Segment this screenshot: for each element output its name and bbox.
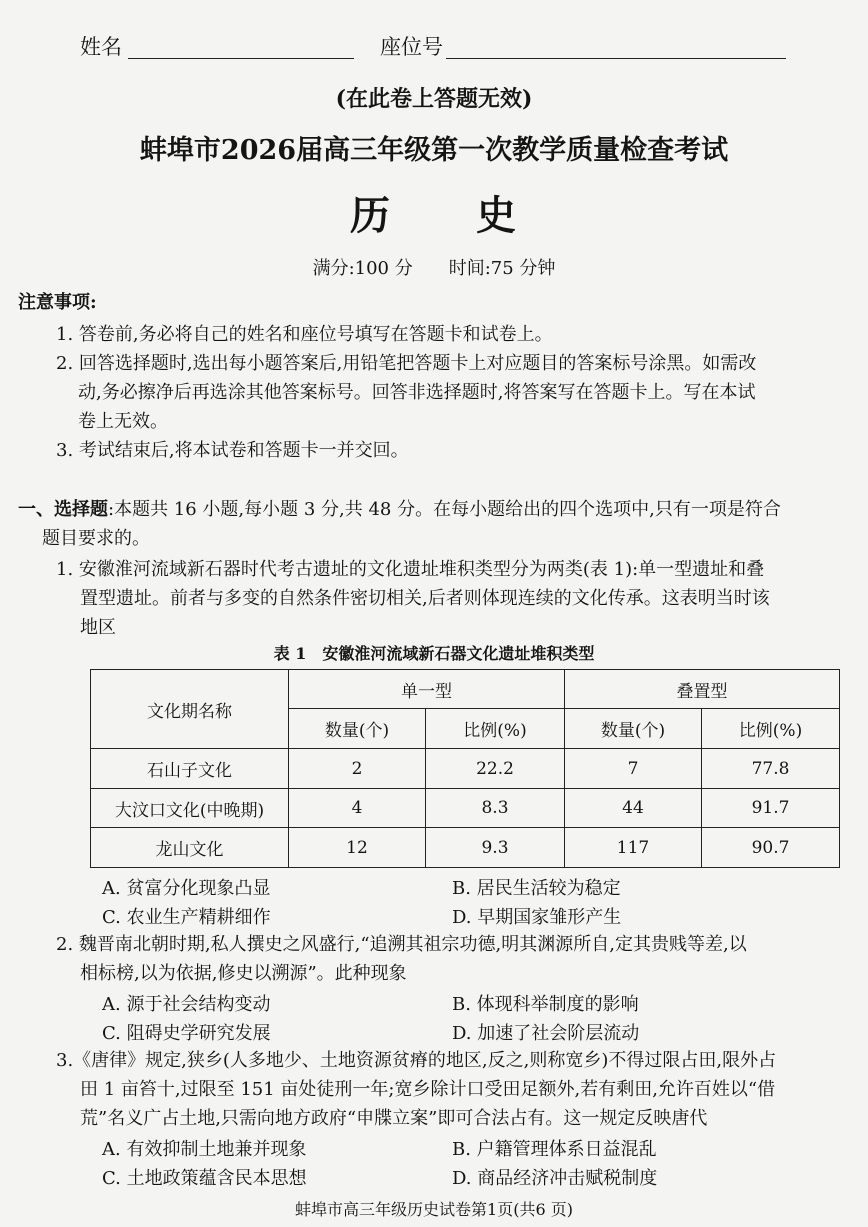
subject-title: 历 史 <box>350 192 518 239</box>
name-blank[interactable] <box>128 58 354 59</box>
table-cell: 77.8 <box>702 749 840 789</box>
question-1-text: 1. 安徽淮河流域新石器时代考古遗址的文化遗址堆积类型分为两类(表 1):单一型遗址和叠 <box>56 559 765 580</box>
table-cell: 龙山文化 <box>91 828 289 868</box>
table-row <box>91 789 840 828</box>
table-subheader-count: 数量(个) <box>565 709 702 749</box>
q2-option-a[interactable]: A. 源于社会结构变动 <box>102 994 271 1015</box>
q3-option-b[interactable]: B. 户籍管理体系日益混乱 <box>452 1139 657 1160</box>
site-type-table <box>90 669 840 868</box>
question-3-text: 荒”名义广占土地,只需向地方政府“申牒立案”即可合法占有。这一规定反映唐代 <box>80 1108 708 1129</box>
table-cell: 12 <box>289 828 426 868</box>
instruction-line: 3. 考试结束后,将本试卷和答题卡一并交回。 <box>56 440 409 461</box>
instructions-heading: 注意事项: <box>18 292 97 313</box>
table-subheader-ratio: 比例(%) <box>702 709 840 749</box>
page-footer: 蚌埠市高三年级历史试卷第1页(共6 页) <box>295 1200 573 1219</box>
table-cell: 2 <box>289 749 426 789</box>
q3-option-a[interactable]: A. 有效抑制土地兼并现象 <box>102 1139 307 1160</box>
table-cell: 44 <box>565 789 702 828</box>
q1-option-c[interactable]: C. 农业生产精耕细作 <box>102 907 271 928</box>
question-2-text: 相标榜,以为依据,修史以溯源”。此种现象 <box>80 963 407 984</box>
table-cell: 22.2 <box>426 749 565 789</box>
q3-option-d[interactable]: D. 商品经济冲击赋税制度 <box>452 1168 658 1189</box>
table-header-name: 文化期名称 <box>91 670 289 749</box>
instruction-line: 动,务必擦净后再选涂其他答案标号。回答非选择题时,将答案写在答题卡上。写在本试 <box>78 382 756 403</box>
section-desc-cont: 题目要求的。 <box>42 528 150 549</box>
q2-option-c[interactable]: C. 阻碍史学研究发展 <box>102 1023 271 1044</box>
exam-title: 蚌埠市2026届高三年级第一次教学质量检查考试 <box>139 135 729 166</box>
question-2-text: 2. 魏晋南北朝时期,私人撰史之风盛行,“追溯其祖宗功德,明其渊源所自,定其贵贱等差,以 <box>56 934 747 955</box>
instruction-line: 1. 答卷前,务必将自己的姓名和座位号填写在答题卡和试卷上。 <box>56 324 553 345</box>
instruction-line: 2. 回答选择题时,选出每小题答案后,用铅笔把答题卡上对应题目的答案标号涂黑。如需改 <box>56 353 757 374</box>
q2-option-b[interactable]: B. 体现科举制度的影响 <box>452 994 639 1015</box>
table-cell: 91.7 <box>702 789 840 828</box>
q1-option-d[interactable]: D. 早期国家雏形产生 <box>452 907 622 928</box>
question-1-text: 置型遗址。前者与多变的自然条件密切相关,后者则体现连续的文化传承。这表明当时该 <box>80 588 770 609</box>
table-cell: 117 <box>565 828 702 868</box>
table-cell: 9.3 <box>426 828 565 868</box>
table-subheader-ratio: 比例(%) <box>426 709 565 749</box>
q2-option-d[interactable]: D. 加速了社会阶层流动 <box>452 1023 640 1044</box>
seat-blank[interactable] <box>446 58 786 59</box>
table-header-single: 单一型 <box>289 670 565 709</box>
question-1-text: 地区 <box>80 617 116 638</box>
table-row <box>91 828 840 868</box>
table-cell: 8.3 <box>426 789 565 828</box>
table-caption: 表 1 安徽淮河流域新石器文化遗址堆积类型 <box>273 644 595 663</box>
q1-option-a[interactable]: A. 贫富分化现象凸显 <box>102 878 271 899</box>
seat-label: 座位号 <box>380 35 443 59</box>
table-subheader-count: 数量(个) <box>289 709 426 749</box>
q1-option-b[interactable]: B. 居民生活较为稳定 <box>452 878 621 899</box>
section-label: 一、选择题 <box>18 499 108 520</box>
table-cell: 石山子文化 <box>91 749 289 789</box>
table-cell: 4 <box>289 789 426 828</box>
table-cell: 大汶口文化(中晚期) <box>91 789 289 828</box>
question-3-text: 3.《唐律》规定,狭乡(人多地少、土地资源贫瘠的地区,反之,则称宽乡)不得过限占田,限外占 <box>56 1050 777 1071</box>
section-desc: :本题共 16 小题,每小题 3 分,共 48 分。在每小题给出的四个选项中,只有一项是符合 <box>108 499 781 520</box>
table-cell: 90.7 <box>702 828 840 868</box>
score-time: 满分:100 分 时间:75 分钟 <box>312 258 556 279</box>
notice-text: (在此卷上答题无效) <box>335 86 533 112</box>
table-row <box>91 749 840 789</box>
name-label: 姓名 <box>80 35 122 59</box>
question-3-text: 田 1 亩笞十,过限至 151 亩处徒刑一年;宽乡除计口受田足额外,若有剩田,允许百姓以“借 <box>80 1079 776 1100</box>
q3-option-c[interactable]: C. 土地政策蕴含民本思想 <box>102 1168 307 1189</box>
table-cell: 7 <box>565 749 702 789</box>
instruction-line: 卷上无效。 <box>78 411 168 432</box>
table-header-overlay: 叠置型 <box>565 670 840 709</box>
